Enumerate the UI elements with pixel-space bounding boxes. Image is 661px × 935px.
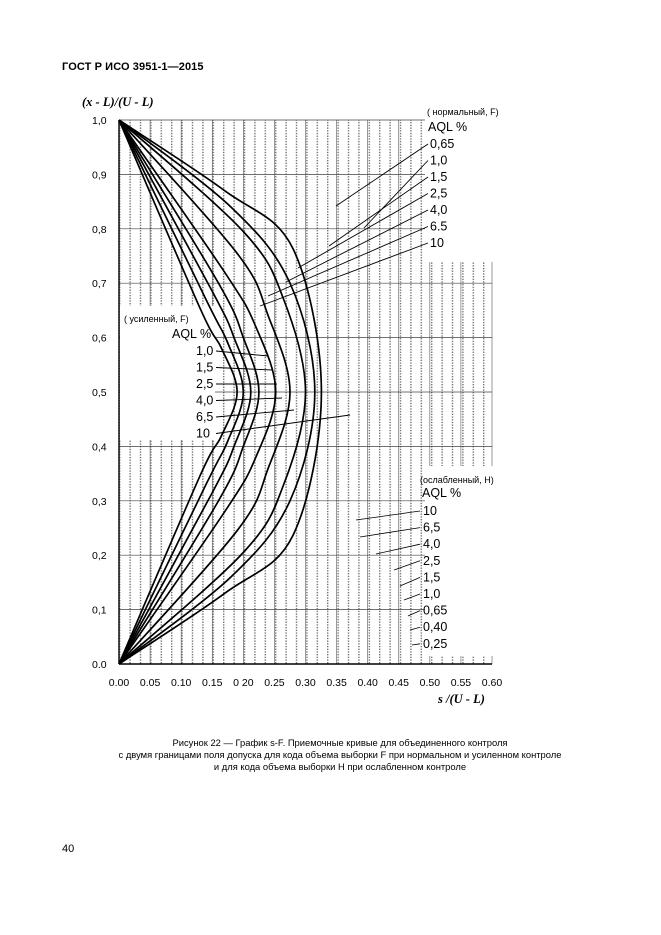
- y-tick-label: 0,4: [92, 441, 107, 454]
- legend-reduced-item-label: 2,5: [423, 553, 441, 568]
- legend-reduced-item-label: 4,0: [423, 537, 441, 552]
- legend-reduced-item-label: 6,5: [423, 520, 441, 535]
- legend-normal-subtitle: AQL %: [428, 120, 468, 134]
- legend-reduced-item-label: 1,0: [423, 587, 441, 601]
- legend-tightened-title: ( усиленный, F): [124, 314, 189, 324]
- x-tick-label: 0.35: [326, 677, 347, 689]
- legend-reduced-item-label: 1,5: [423, 570, 441, 585]
- y-tick-label: 0,1: [92, 604, 107, 617]
- x-tick-label: 0.25: [264, 677, 285, 689]
- y-tick-label: 0,7: [92, 278, 107, 291]
- legend-tightened-item-label: 10: [196, 426, 210, 441]
- legend-tightened-item-label: 1,0: [196, 344, 214, 358]
- legend-tightened-item-label: 4,0: [196, 393, 214, 408]
- legend-normal-item-label: 4,0: [430, 203, 448, 217]
- x-tick-label: 0.60: [481, 677, 503, 689]
- legend-tightened-item-label: 2,5: [196, 377, 214, 391]
- y-tick-label: 0,2: [92, 550, 107, 563]
- y-tick-label: 0,6: [92, 332, 107, 345]
- y-tick-label: 0,5: [92, 387, 107, 399]
- legend-normal-item-label: 2,5: [430, 186, 448, 201]
- y-tick-label: 0.0: [92, 659, 107, 671]
- y-tick-label: 1,0: [92, 115, 107, 127]
- caption-line-2: с двумя границами поля допуска для кода объема выборки F при нормальном и усиленном контроле: [118, 749, 562, 761]
- legend-reduced-title: (ослабленный, H): [420, 475, 494, 485]
- figure-caption: [40, 737, 640, 774]
- x-tick-label: 0.10: [170, 677, 192, 689]
- x-tick-label: 0.55: [450, 677, 472, 689]
- legend-normal-item-label: 0,65: [430, 137, 455, 151]
- x-tick-label: 0 20: [233, 677, 254, 689]
- x-tick-label: 0.45: [388, 677, 409, 689]
- y-tick-label: 0,9: [92, 169, 107, 182]
- x-tick-label: 0.00: [108, 677, 130, 689]
- legend-tightened-subtitle: AQL %: [172, 327, 212, 341]
- legend-tightened-item-label: 6,5: [196, 410, 214, 424]
- legend-reduced-item-label: 0,65: [423, 603, 448, 618]
- caption-line-3: и для кода объема выборки H при ослабленном контроле: [213, 761, 467, 773]
- y-axis-title: (x - L)/(U - L): [82, 95, 154, 109]
- legend-reduced-item-label: 0,25: [423, 636, 448, 651]
- legend-normal-item-label: 1,0: [430, 153, 448, 168]
- legend-reduced-subtitle: AQL %: [422, 486, 462, 500]
- x-tick-label: 0.30: [295, 677, 316, 689]
- x-tick-label: 0.15: [202, 677, 223, 689]
- x-tick-label: 0.05: [139, 677, 161, 689]
- document-header: ГОСТ Р ИСО 3951-1—2015: [62, 61, 204, 73]
- y-tick-label: 0,8: [92, 223, 107, 236]
- page-number: 40: [62, 843, 75, 855]
- x-tick-label: 0.40: [357, 677, 378, 689]
- caption-line-1: Рисунок 22 — График s-F. Приемочные кривые для объединенного контроля: [172, 737, 508, 748]
- x-tick-label: 0.50: [419, 677, 441, 689]
- legend-reduced-item-label: 0,40: [423, 620, 448, 635]
- legend-tightened-item-label: 1,5: [196, 360, 214, 375]
- legend-normal-item-label: 10: [430, 236, 444, 250]
- x-axis-title: s /(U - L): [438, 692, 485, 706]
- legend-normal-item-label: 1,5: [430, 170, 448, 184]
- legend-normal-title: ( нормальный, F): [427, 107, 499, 117]
- legend-reduced-item-label: 10: [423, 504, 437, 518]
- y-tick-label: 0,3: [92, 495, 107, 508]
- legend-normal-item-label: 6.5: [430, 219, 448, 234]
